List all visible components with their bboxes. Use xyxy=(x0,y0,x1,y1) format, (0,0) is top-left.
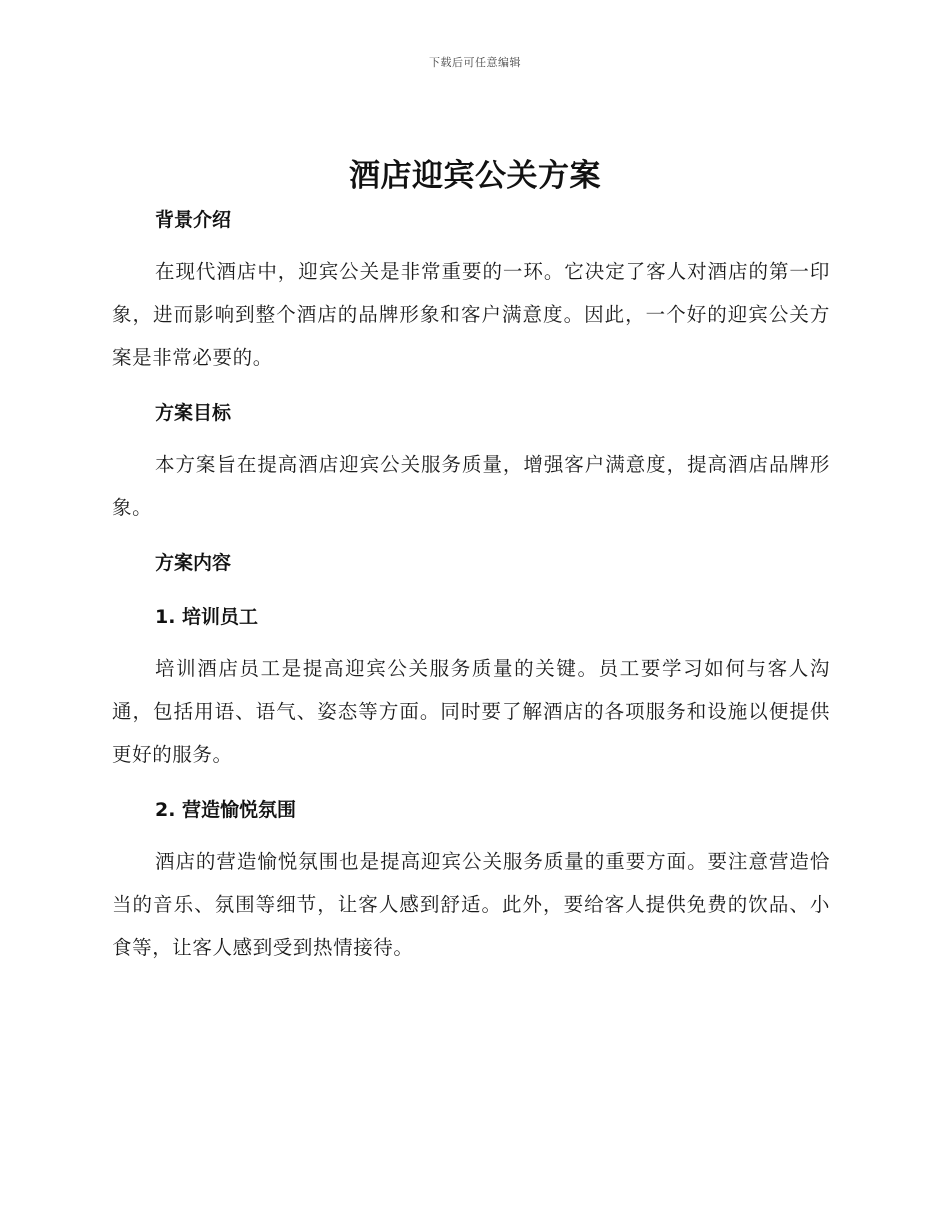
section-heading-item2: 2. 营造愉悦氛围 xyxy=(155,799,297,821)
page-header-note: 下载后可任意编辑 xyxy=(429,56,521,69)
section-text-background: 在现代酒店中，迎宾公关是非常重要的一环。它决定了客人对酒店的第一印象，进而影响到整个酒店的品牌形象和客户满意度。因此，一个好的迎宾公关方案是非常必要的。 xyxy=(112,260,830,369)
section-heading-background: 背景介绍 xyxy=(155,209,232,231)
section-text-item2: 酒店的营造愉悦氛围也是提高迎宾公关服务质量的重要方面。要注意营造恰当的音乐、氛围等细节，让客人感到舒适。此外，要给客人提供免费的饮品、小食等，让客人感到受到热情接待。 xyxy=(112,850,830,959)
section-text-item1: 培训酒店员工是提高迎宾公关服务质量的关键。员工要学习如何与客人沟通，包括用语、语气、姿态等方面。同时要了解酒店的各项服务和设施以便提供更好的服务。 xyxy=(112,657,830,766)
section-heading-item1: 1. 培训员工 xyxy=(155,606,259,628)
section-heading-goal: 方案目标 xyxy=(155,402,232,424)
document-title: 酒店迎宾公关方案 xyxy=(349,158,601,194)
section-text-goal: 本方案旨在提高酒店迎宾公关服务质量，增强客户满意度，提高酒店品牌形象。 xyxy=(112,453,830,519)
document-body xyxy=(112,200,830,969)
section-heading-content: 方案内容 xyxy=(155,552,232,574)
